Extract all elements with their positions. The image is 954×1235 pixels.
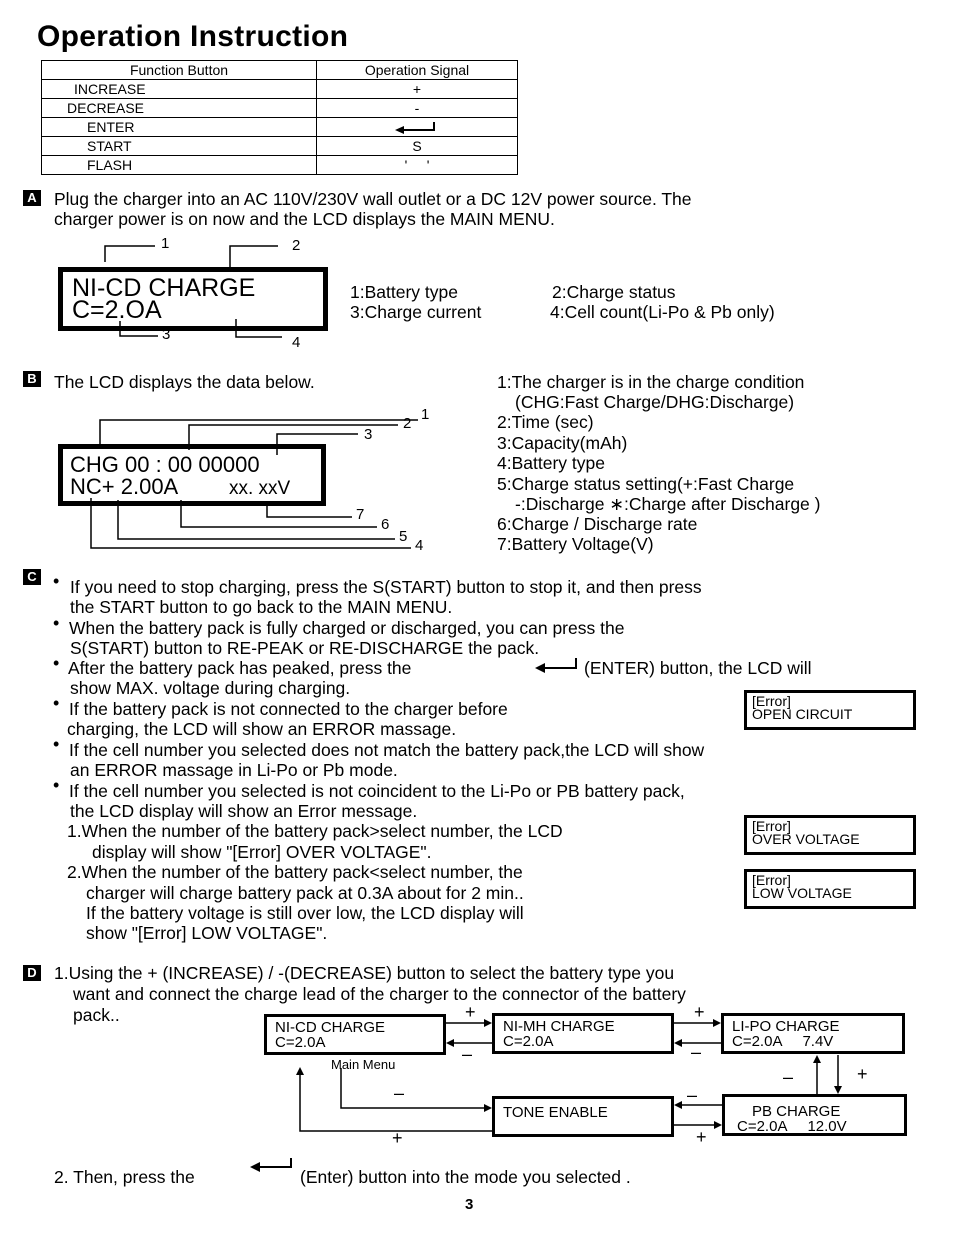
table-cell: INCREASE — [42, 80, 317, 99]
page-title: Operation Instruction — [37, 20, 349, 53]
table-cell: - — [317, 99, 518, 118]
lcd-line: C=2.OA — [72, 296, 162, 324]
error-label: [Error] — [752, 818, 791, 834]
legend-item: 5:Charge status setting(+:Fast Charge — [497, 474, 795, 494]
error-message: LOW VOLTAGE — [752, 885, 852, 901]
paragraph-line: 1.When the number of the battery pack>select number, the LCD — [67, 821, 563, 841]
minus-sign: – — [691, 1042, 702, 1062]
callout-number: 5 — [399, 528, 408, 545]
enter-arrow-icon — [247, 1156, 295, 1174]
paragraph-line: 2.When the number of the battery pack<select number, the — [67, 862, 523, 882]
table-cell: ' ' — [317, 156, 518, 175]
menu-box-title: LI-PO CHARGE — [732, 1018, 840, 1035]
plus-sign: + — [696, 1127, 707, 1147]
minus-sign: – — [687, 1085, 698, 1105]
paragraph-line: If the cell number you selected does not match the battery pack,the LCD will show — [69, 740, 705, 760]
bullet: • — [53, 653, 60, 673]
legend-item: (CHG:Fast Charge/DHG:Discharge) — [515, 392, 795, 412]
paragraph-line: charging, the LCD will show an ERROR massage. — [67, 719, 457, 739]
legend-item: 2:Charge status — [552, 282, 676, 302]
section-badge-b: B — [23, 371, 41, 387]
table-header: Operation Signal — [317, 61, 518, 80]
error-label: [Error] — [752, 872, 791, 888]
error-message: OPEN CIRCUIT — [752, 706, 853, 722]
legend-item: 7:Battery Voltage(V) — [497, 534, 654, 554]
paragraph-line: charger will charge battery pack at 0.3A about for 2 min.. — [86, 883, 524, 903]
legend-item: 1:The charger is in the charge condition — [497, 372, 805, 392]
legend-item: 4:Battery type — [497, 453, 605, 473]
callout-number: 1 — [161, 235, 170, 252]
callout-number: 1 — [421, 406, 430, 423]
legend-item: 1:Battery type — [350, 282, 458, 302]
plus-sign: + — [392, 1128, 403, 1148]
paragraph-line: want and connect the charge lead of the charger to the connector of the battery — [73, 984, 686, 1004]
paragraph-line: If the battery pack is not connected to the charger before — [69, 699, 508, 719]
minus-sign: – — [462, 1044, 473, 1064]
section-badge-a: A — [23, 190, 41, 206]
table-cell: DECREASE — [42, 99, 317, 118]
table-cell: START — [42, 137, 317, 156]
menu-box-title: PB CHARGE — [752, 1103, 841, 1120]
paragraph-line: the START button to go back to the MAIN MENU. — [70, 597, 453, 617]
callout-number: 2 — [292, 237, 301, 254]
bullet: • — [53, 571, 60, 591]
plus-sign: + — [465, 1002, 476, 1022]
bullet: • — [53, 693, 60, 713]
callout-number: 6 — [381, 516, 390, 533]
paragraph-line: the LCD display will show an Error message. — [70, 801, 418, 821]
legend-item: 4:Cell count(Li-Po & Pb only) — [550, 302, 775, 322]
paragraph-line: (Enter) button into the mode you selected . — [300, 1167, 631, 1187]
lcd-line: xx. xxV — [229, 478, 291, 499]
bullet: • — [53, 734, 60, 754]
lcd-line: CHG 00 : 00 00000 — [70, 452, 260, 477]
legend-item: 6:Charge / Discharge rate — [497, 514, 698, 534]
paragraph-line: display will show "[Error] OVER VOLTAGE". — [92, 842, 432, 862]
paragraph-line: S(START) button to RE-PEAK or RE-DISCHARGE the pack. — [70, 638, 540, 658]
minus-sign: – — [783, 1067, 794, 1087]
table-cell: S — [317, 137, 518, 156]
table-cell: ENTER — [42, 118, 317, 137]
error-label: [Error] — [752, 693, 791, 709]
paragraph-line: When the battery pack is fully charged or discharged, you can press the — [69, 618, 625, 638]
menu-box-title: TONE ENABLE — [503, 1104, 608, 1121]
paragraph-line: an ERROR massage in Li-Po or Pb mode. — [70, 760, 398, 780]
callout-number: 4 — [415, 537, 424, 554]
paragraph-line: 2. Then, press the — [54, 1167, 195, 1187]
paragraph-line: If the battery voltage is still over low, the LCD display will — [86, 903, 524, 923]
paragraph-line: show MAX. voltage during charging. — [70, 678, 351, 698]
legend-item: 3:Capacity(mAh) — [497, 433, 628, 453]
bullet: • — [53, 613, 60, 633]
menu-box-value: C=2.0A 12.0V — [737, 1118, 847, 1135]
callout-number: 2 — [403, 415, 412, 432]
bullet: • — [53, 775, 60, 795]
legend-item: 3:Charge current — [350, 302, 482, 322]
table-cell: FLASH — [42, 156, 317, 175]
callout-number: 4 — [292, 334, 301, 351]
paragraph-line: After the battery pack has peaked, press the — [68, 658, 412, 678]
menu-box-value: C=2.0A 7.4V — [732, 1033, 834, 1050]
section-badge-d: D — [23, 965, 41, 981]
error-message: OVER VOLTAGE — [752, 831, 860, 847]
section-b-intro: The LCD displays the data below. — [54, 372, 315, 392]
paragraph-line: pack.. — [73, 1005, 120, 1025]
section-a-text: Plug the charger into an AC 110V/230V wall outlet or a DC 12V power source. The — [54, 189, 692, 209]
section-badge-c: C — [23, 569, 41, 585]
minus-sign: – — [394, 1083, 405, 1103]
menu-box-value: C=2.0A — [503, 1033, 554, 1050]
legend-item: 2:Time (sec) — [497, 412, 594, 432]
table-cell: + — [317, 80, 518, 99]
paragraph-line: show "[Error] LOW VOLTAGE". — [86, 923, 328, 943]
menu-box-title: NI-CD CHARGE — [275, 1019, 386, 1036]
table-header: Function Button — [42, 61, 317, 80]
lcd-line: NI-CD CHARGE — [72, 274, 256, 302]
main-menu-label: Main Menu — [331, 1057, 396, 1072]
legend-item: -:Discharge ∗:Charge after Discharge ) — [515, 494, 821, 514]
callout-number: 7 — [356, 506, 365, 523]
callout-number: 3 — [162, 326, 171, 343]
paragraph-line: If the cell number you selected is not coincident to the Li-Po or PB battery pack, — [69, 781, 685, 801]
menu-box-title: NI-MH CHARGE — [503, 1018, 615, 1035]
page-number: 3 — [465, 1196, 474, 1213]
paragraph-line: If you need to stop charging, press the S(START) button to stop it, and then press — [70, 577, 702, 597]
lcd-line: NC+ 2.00A — [70, 474, 179, 499]
paragraph-line: 1.Using the + (INCREASE) / -(DECREASE) button to select the battery type you — [54, 963, 675, 983]
plus-sign: + — [694, 1002, 705, 1022]
paragraph-line: (ENTER) button, the LCD will — [584, 658, 812, 678]
callout-number: 3 — [364, 426, 373, 443]
section-a-text: charger power is on now and the LCD displays the MAIN MENU. — [54, 209, 555, 229]
plus-sign: + — [857, 1064, 868, 1084]
menu-box-value: C=2.0A — [275, 1034, 326, 1051]
